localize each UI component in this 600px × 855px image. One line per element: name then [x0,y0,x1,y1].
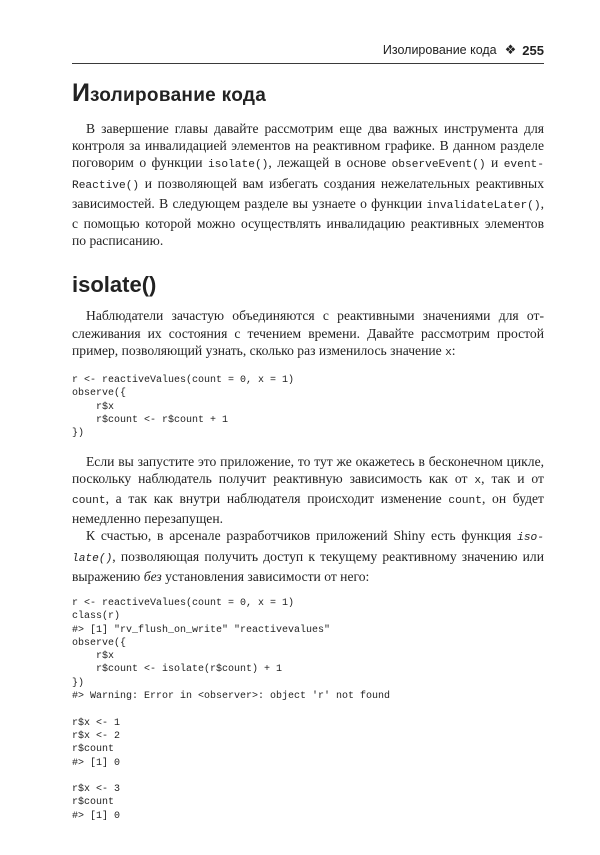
text-run: В завершение главы давайте рассмотрим еще два важных инструмента для контроля за инвалидацией элементов на реактивном графике. В данном разделе поговорим о функции [72,121,544,171]
text-run: Если вы запустите это приложение, то тут же окажетесь в бесконечном цикле, поскольку наблюдатель получит реактивную зависимость как от [72,453,544,486]
inline-code: eventReactive() [72,159,544,192]
code-line: }) [72,677,85,689]
code-line: #> [1] 0 [72,757,121,769]
page-content [72,76,544,835]
text-run: , так и от [481,470,544,486]
intro-paragraph [72,120,544,249]
code-line: }) [72,428,85,440]
code-line: r$count <- isolate(r$count) + 1 [96,664,283,676]
code-line [72,703,544,716]
heading-rest: золирование кода [89,85,267,106]
code-line: r$x [96,651,115,663]
code-line: #> [1] 0 [72,810,121,822]
text-run: и [485,155,504,171]
text-run: : [451,342,456,358]
inline-code: isolate() [207,159,269,172]
code-line: r <- reactiveValues(count = 0, x = 1) [72,375,295,387]
running-header [72,42,544,58]
text-run: , с помощью которой можно осуществлять инвалидацию реактивных элементов по расписанию. [72,195,544,249]
diamond-ornament-icon: ❖ [504,42,517,57]
code-line: r$count [72,797,115,809]
subsection-heading: isolate() [72,272,157,298]
inline-code: invalidateLater() [426,199,541,212]
body-paragraph-1 [72,307,544,362]
text-run: К счастью, в арсенале разработчиков приложений Shiny есть функция [86,528,518,544]
text-run: Наблюдатели зачастую объединяются с реактивными значениями для отслеживания их состояния с течением времени. Давайте рассмотрим простой пример, позволяющий узнать, сколько раз изменилось значение [72,308,544,358]
inline-code: x [474,474,482,487]
code-block-1 [72,374,544,440]
inline-code: count [72,494,106,507]
text-run: , позволяющая получить доступ к текущему реактивному значению или выражению [72,548,544,584]
running-header-title: Изолирование кода [382,43,497,57]
code-line: #> [1] "rv_flush_on_write" "reactivevalues" [72,624,331,636]
page-number: 255 [522,42,544,58]
header-rule [72,63,544,64]
code-line: r$x <- 1 [72,717,121,729]
heading-initial: И [72,79,90,107]
code-line: r$x <- 3 [72,784,121,796]
code-line [72,770,544,783]
body-paragraph-2 [72,453,544,528]
emphasis: без [143,568,162,584]
code-line: r <- reactiveValues(count = 0, x = 1) [72,597,295,609]
text-run: и позволяющей вам избегать создания нежелательных реактивных зависимостей. В следующем разделе вы узнаете о функции [72,175,544,211]
code-line: r$x <- 2 [72,730,121,742]
code-line: observe({ [72,388,127,400]
inline-code: observeEvent() [391,159,486,172]
code-line: #> Warning: Error in <observer>: object 'r' not found [72,691,391,703]
code-line: observe({ [72,637,127,649]
code-block-2 [72,597,544,823]
section-heading [72,76,544,110]
text-run: , лежащей в основе [268,155,392,171]
code-line: class(r) [72,611,121,623]
code-line: r$x [96,401,115,413]
text-run: установления зависимости от него: [161,568,370,584]
inline-code: count [448,494,482,507]
inline-code: isolate() [72,532,544,565]
body-paragraph-3 [72,527,544,585]
code-line: r$count [72,744,115,756]
text-run: , а так как внутри наблюдателя происходит изменение [105,490,449,506]
text-run: , он будет немедленно перезапущен. [72,490,544,527]
inline-code: x [445,346,452,359]
code-line: r$count <- r$count + 1 [96,414,229,426]
